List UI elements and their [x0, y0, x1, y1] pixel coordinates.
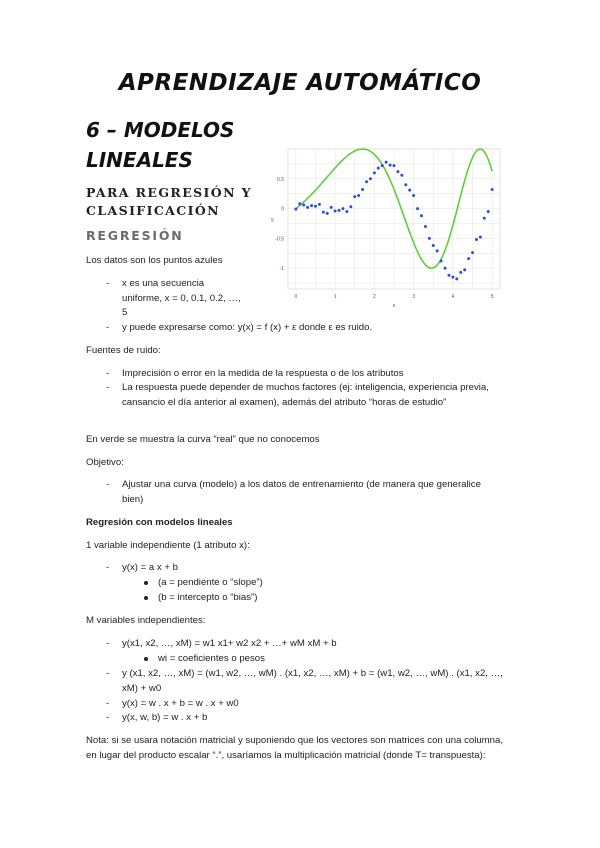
x-tick-label: 1: [333, 294, 337, 300]
paragraph-objetivo: Objetivo:: [86, 457, 124, 468]
sub-item-pesos: wi = coeficientes o pesos: [158, 653, 265, 664]
bullet-dash: -: [106, 368, 110, 379]
bullet-dash: -: [106, 668, 110, 679]
bullet-x-line1: x es una secuencia: [122, 278, 205, 289]
data-point: [361, 188, 364, 191]
bullet-y: y puede expresarse como: y(x) = f (x) + ε donde ε es ruido.: [122, 322, 373, 333]
bullet-x-line2: uniforme, x = 0, 0.1, 0.2, …,: [122, 293, 241, 304]
data-point: [483, 217, 486, 220]
data-point: [436, 249, 439, 252]
data-point: [487, 210, 490, 213]
sub-item-intercepto: (b = intercepto o “bias”): [158, 592, 258, 603]
bullet-dash: -: [106, 322, 110, 333]
data-point: [440, 260, 443, 263]
data-point: [322, 211, 325, 214]
data-point: [455, 277, 458, 280]
x-axis-label: x: [392, 303, 396, 309]
data-point: [373, 171, 376, 174]
data-point: [389, 164, 392, 167]
data-point: [298, 202, 301, 205]
data-point: [357, 194, 360, 197]
data-point: [459, 271, 462, 274]
data-point: [318, 203, 321, 206]
fuente-item-2: La respuesta puede depender de muchos factores (ej: inteligencia, experiencia previa, cansancio el día anterior al examen), además del atributo “horas de estudio”: [122, 382, 489, 408]
data-point: [412, 194, 415, 197]
data-point: [408, 189, 411, 192]
bullet-dash: -: [106, 382, 110, 393]
bullet-dash: -: [106, 562, 110, 573]
data-point: [475, 238, 478, 241]
y-tick-label: 0: [281, 206, 284, 213]
data-point: [294, 208, 297, 211]
data-point: [353, 195, 356, 198]
bullet-dot: [144, 657, 148, 661]
data-point: [432, 244, 435, 247]
data-point: [404, 183, 407, 186]
data-point: [471, 251, 474, 254]
m-item-4: y(x, w, b) = w . x + b: [122, 712, 208, 723]
document-title: APRENDIZAJE AUTOMÁTICO: [118, 70, 482, 96]
regresion-heading: REGRESIÓN: [86, 228, 184, 243]
data-point: [365, 180, 368, 183]
bullet-dot: [144, 581, 148, 585]
data-point: [420, 214, 423, 217]
paragraph-datos: Los datos son los puntos azules: [86, 255, 223, 266]
paragraph-fuentes: Fuentes de ruido:: [86, 345, 161, 356]
bullet-x-line3: 5: [122, 307, 128, 318]
y-axis-label: y: [271, 217, 274, 223]
bullet-dash: -: [106, 638, 110, 649]
y-tick-label: -0.5: [275, 236, 284, 243]
y-tick-label: 0.5: [277, 176, 284, 183]
subsection-heading-line1: PARA REGRESIÓN Y: [86, 185, 252, 200]
data-point: [338, 209, 341, 212]
data-point: [467, 257, 470, 260]
data-point: [377, 167, 380, 170]
data-point: [330, 206, 333, 209]
m-item-1: y(x1, x2, …, xM) = w1 x1+ w2 x2 + …+ wM xM + b: [122, 638, 337, 649]
data-point: [400, 174, 403, 177]
paragraph-m-variables: M variables independientes:: [86, 615, 206, 626]
data-point: [302, 204, 305, 207]
data-point: [349, 205, 352, 208]
paragraph-verde: En verde se muestra la curva “real” que no conocemos: [86, 434, 320, 445]
m-item-2: y (x1, x2, …, xM) = (w1, w2, …, wM) . (x1, x2, …, xM) + b = (w1, w2, …, wM) . (x1, x2, …, xM) + w0: [122, 668, 503, 694]
data-point: [396, 170, 399, 173]
x-tick-label: 5: [490, 294, 494, 300]
data-point: [306, 206, 309, 209]
bullet-dot: [144, 596, 148, 600]
data-point: [444, 267, 447, 270]
data-point: [341, 207, 344, 210]
paragraph-una-variable: 1 variable independiente (1 atributo x):: [86, 540, 250, 551]
data-point: [326, 212, 329, 215]
data-point: [345, 210, 348, 213]
bullet-dash: -: [106, 278, 110, 289]
data-point: [381, 164, 384, 167]
data-point: [393, 164, 396, 167]
x-tick-label: 0: [294, 294, 298, 300]
data-point: [424, 225, 427, 228]
nota-paragraph: Nota: si se usara notación matricial y suponiendo que los vectores son matrices con una columna, en lugar del producto escalar “.”, usaríamos la multiplicación matricial (donde T= transpuesta):: [86, 735, 504, 761]
data-point: [491, 188, 494, 191]
bullet-dash: -: [106, 712, 110, 723]
data-point: [334, 209, 337, 212]
sub-item-pendiente: (a = pendiente o “slope”): [158, 577, 263, 588]
data-point: [310, 204, 313, 207]
bold-heading-regresion-lineal: Regresión con modelos lineales: [86, 517, 233, 528]
section-heading-line1: 6 – MODELOS: [86, 118, 235, 142]
data-point: [447, 274, 450, 277]
data-point: [369, 177, 372, 180]
data-point: [479, 236, 482, 239]
section-heading-line2: LINEALES: [86, 148, 193, 172]
bullet-dash: -: [106, 479, 110, 490]
x-tick-label: 4: [451, 294, 455, 300]
data-point: [385, 161, 388, 164]
formula-una-variable: y(x) = a x + b: [122, 562, 178, 573]
subsection-heading-line2: CLASIFICACIÓN: [86, 203, 220, 218]
data-point: [428, 237, 431, 240]
data-point: [451, 276, 454, 279]
fuente-item-1: Imprecisión o error en la medida de la respuesta o de los atributos: [122, 368, 404, 379]
y-tick-label: -1: [279, 266, 284, 273]
x-tick-label: 2: [372, 294, 376, 300]
x-tick-label: 3: [412, 294, 416, 300]
data-point: [463, 268, 466, 271]
bullet-dash: -: [106, 698, 110, 709]
m-item-3: y(x) = w . x + b = w . x + w0: [122, 698, 239, 709]
data-point: [314, 205, 317, 208]
regression-chart: [268, 143, 510, 311]
objetivo-item: Ajustar una curva (modelo) a los datos de entrenamiento (de manera que generalice bien): [122, 479, 481, 505]
data-point: [416, 207, 419, 210]
